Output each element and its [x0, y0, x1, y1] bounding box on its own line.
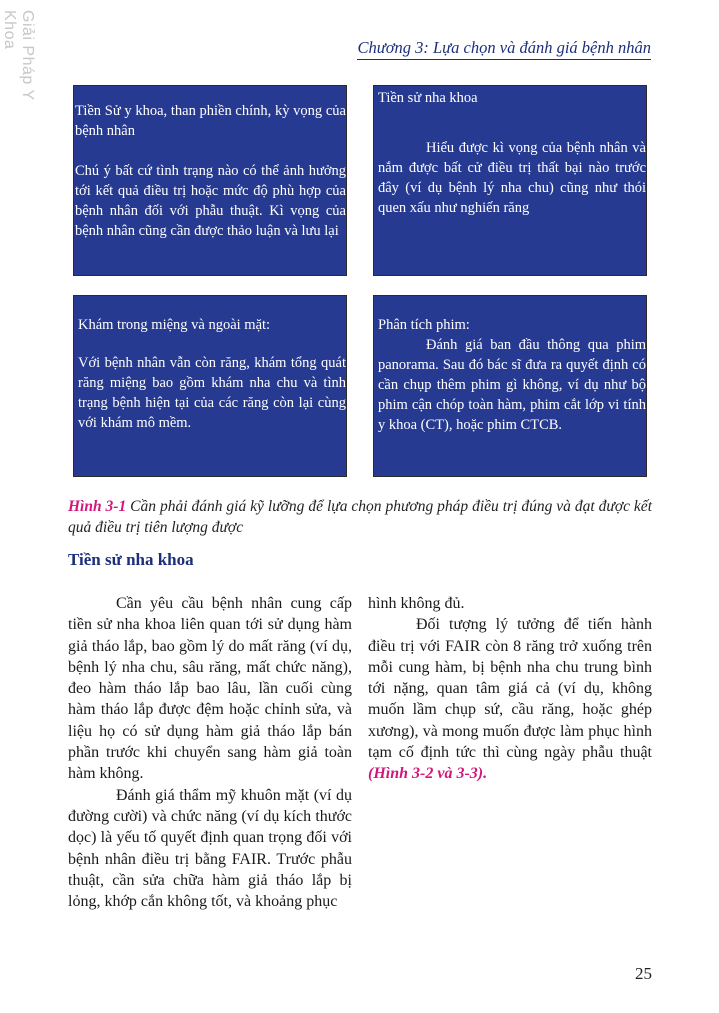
page-number: 25: [635, 964, 652, 983]
box-body: Đánh giá ban đầu thông qua phim panorama. Sau đó bác sĩ đưa ra quyết định có cần chụp thêm phim gì không, ví dụ như bộ phim cận chóp toàn hàm, phim cắt lớp vi tính y khoa (CT), hoặc phim CTCB.: [378, 337, 646, 433]
figure-label: Hình 3-1: [68, 498, 127, 515]
text-column-right: [368, 593, 652, 785]
text-column-left: [68, 593, 352, 912]
side-watermark-label: Giải Pháp Y Khoa: [1, 10, 36, 101]
box-heading: Tiền Sử y khoa, than phiền chính, kỳ vọng của bệnh nhân: [75, 103, 346, 139]
figure-box-oral-exam: [73, 295, 347, 477]
box-heading: Phân tích phim:: [378, 317, 470, 333]
figure-box-radiograph-analysis: [373, 295, 647, 477]
figure-box-dental-history: [373, 85, 647, 276]
box-heading: Tiền sử nha khoa: [378, 90, 478, 106]
paragraph: [368, 614, 652, 784]
figure-caption: [68, 496, 652, 538]
box-body: Hiểu được kì vọng của bệnh nhân và nắm được bất cử điều trị thất bại nào trước đây (ví dụ bệnh lý nha chu) cũng như thói quen xấu như nghiến răng: [378, 140, 646, 216]
paragraph: Cần yêu cầu bệnh nhân cung cấp tiền sử nha khoa liên quan tới sử dụng hàm giả tháo lắp, bao gồm lý do mất răng (ví dụ, bệnh lý nha chu, sâu răng, mất chức năng), đeo hàm tháo lắp bao lâu, lần cuối cùng hàm tháo lắp được đệm hoặc chỉnh sửa, và liệu họ có sử dụng hàm giả tháo lắp bán phần trước khi chuyển sang hàm giả toàn hàm không.: [68, 595, 352, 783]
paragraph-text: Đối tượng lý tưởng để tiến hành điều trị với FAIR còn 8 răng trở xuống trên mỗi cung hàm, bị bệnh nha chu trung bình tới nặng, quan tâm giá cả (ví dụ, không muốn lầm chụp sứ, cầu răng, hoặc ghép xương), và mong muốn được làm phục hình tạm cố định tức thì cùng ngày phẫu thuật: [368, 616, 652, 762]
paragraph: Đánh giá thẩm mỹ khuôn mặt (ví dụ đường cười) và chức năng (ví dụ kích thước dọc) là yếu tố quyết định quan trọng đối với bệnh nhân điều trị bằng FAIR. Trước phẫu thuật, cần sửa chữa hàm giả tháo lắp bị lỏng, khớp cắn không tốt, và khoảng phục: [68, 786, 352, 911]
section-heading: Tiền sử nha khoa: [68, 550, 194, 569]
paragraph-continuation: hình không đủ.: [368, 595, 465, 612]
figure-reference-link[interactable]: (Hình 3-2 và 3-3).: [368, 765, 488, 783]
chapter-title: Chương 3: Lựa chọn và đánh giá bệnh nhân: [357, 38, 651, 60]
figure-box-medical-history: [73, 85, 347, 276]
figure-caption-text: Cần phải đánh giá kỹ lưỡng để lựa chọn phương pháp điều trị đúng và đạt được kết quả điều trị tiên lượng được: [68, 498, 652, 536]
box-heading: Khám trong miệng và ngoài mặt:: [78, 317, 271, 333]
box-body: Chú ý bất cứ tình trạng nào có thể ảnh hưởng tới kết quả điều trị hoặc mức độ phù hợp của bệnh nhân đối với phẫu thuật. Kì vọng của bệnh nhân cũng cần được thảo luận và lưu lại: [75, 163, 346, 239]
box-body: Với bệnh nhân vẫn còn răng, khám tổng quát răng miệng bao gồm khám nha chu và tình trạng bệnh hiện tại của các răng còn lại cùng với khám mô mềm.: [78, 355, 346, 431]
